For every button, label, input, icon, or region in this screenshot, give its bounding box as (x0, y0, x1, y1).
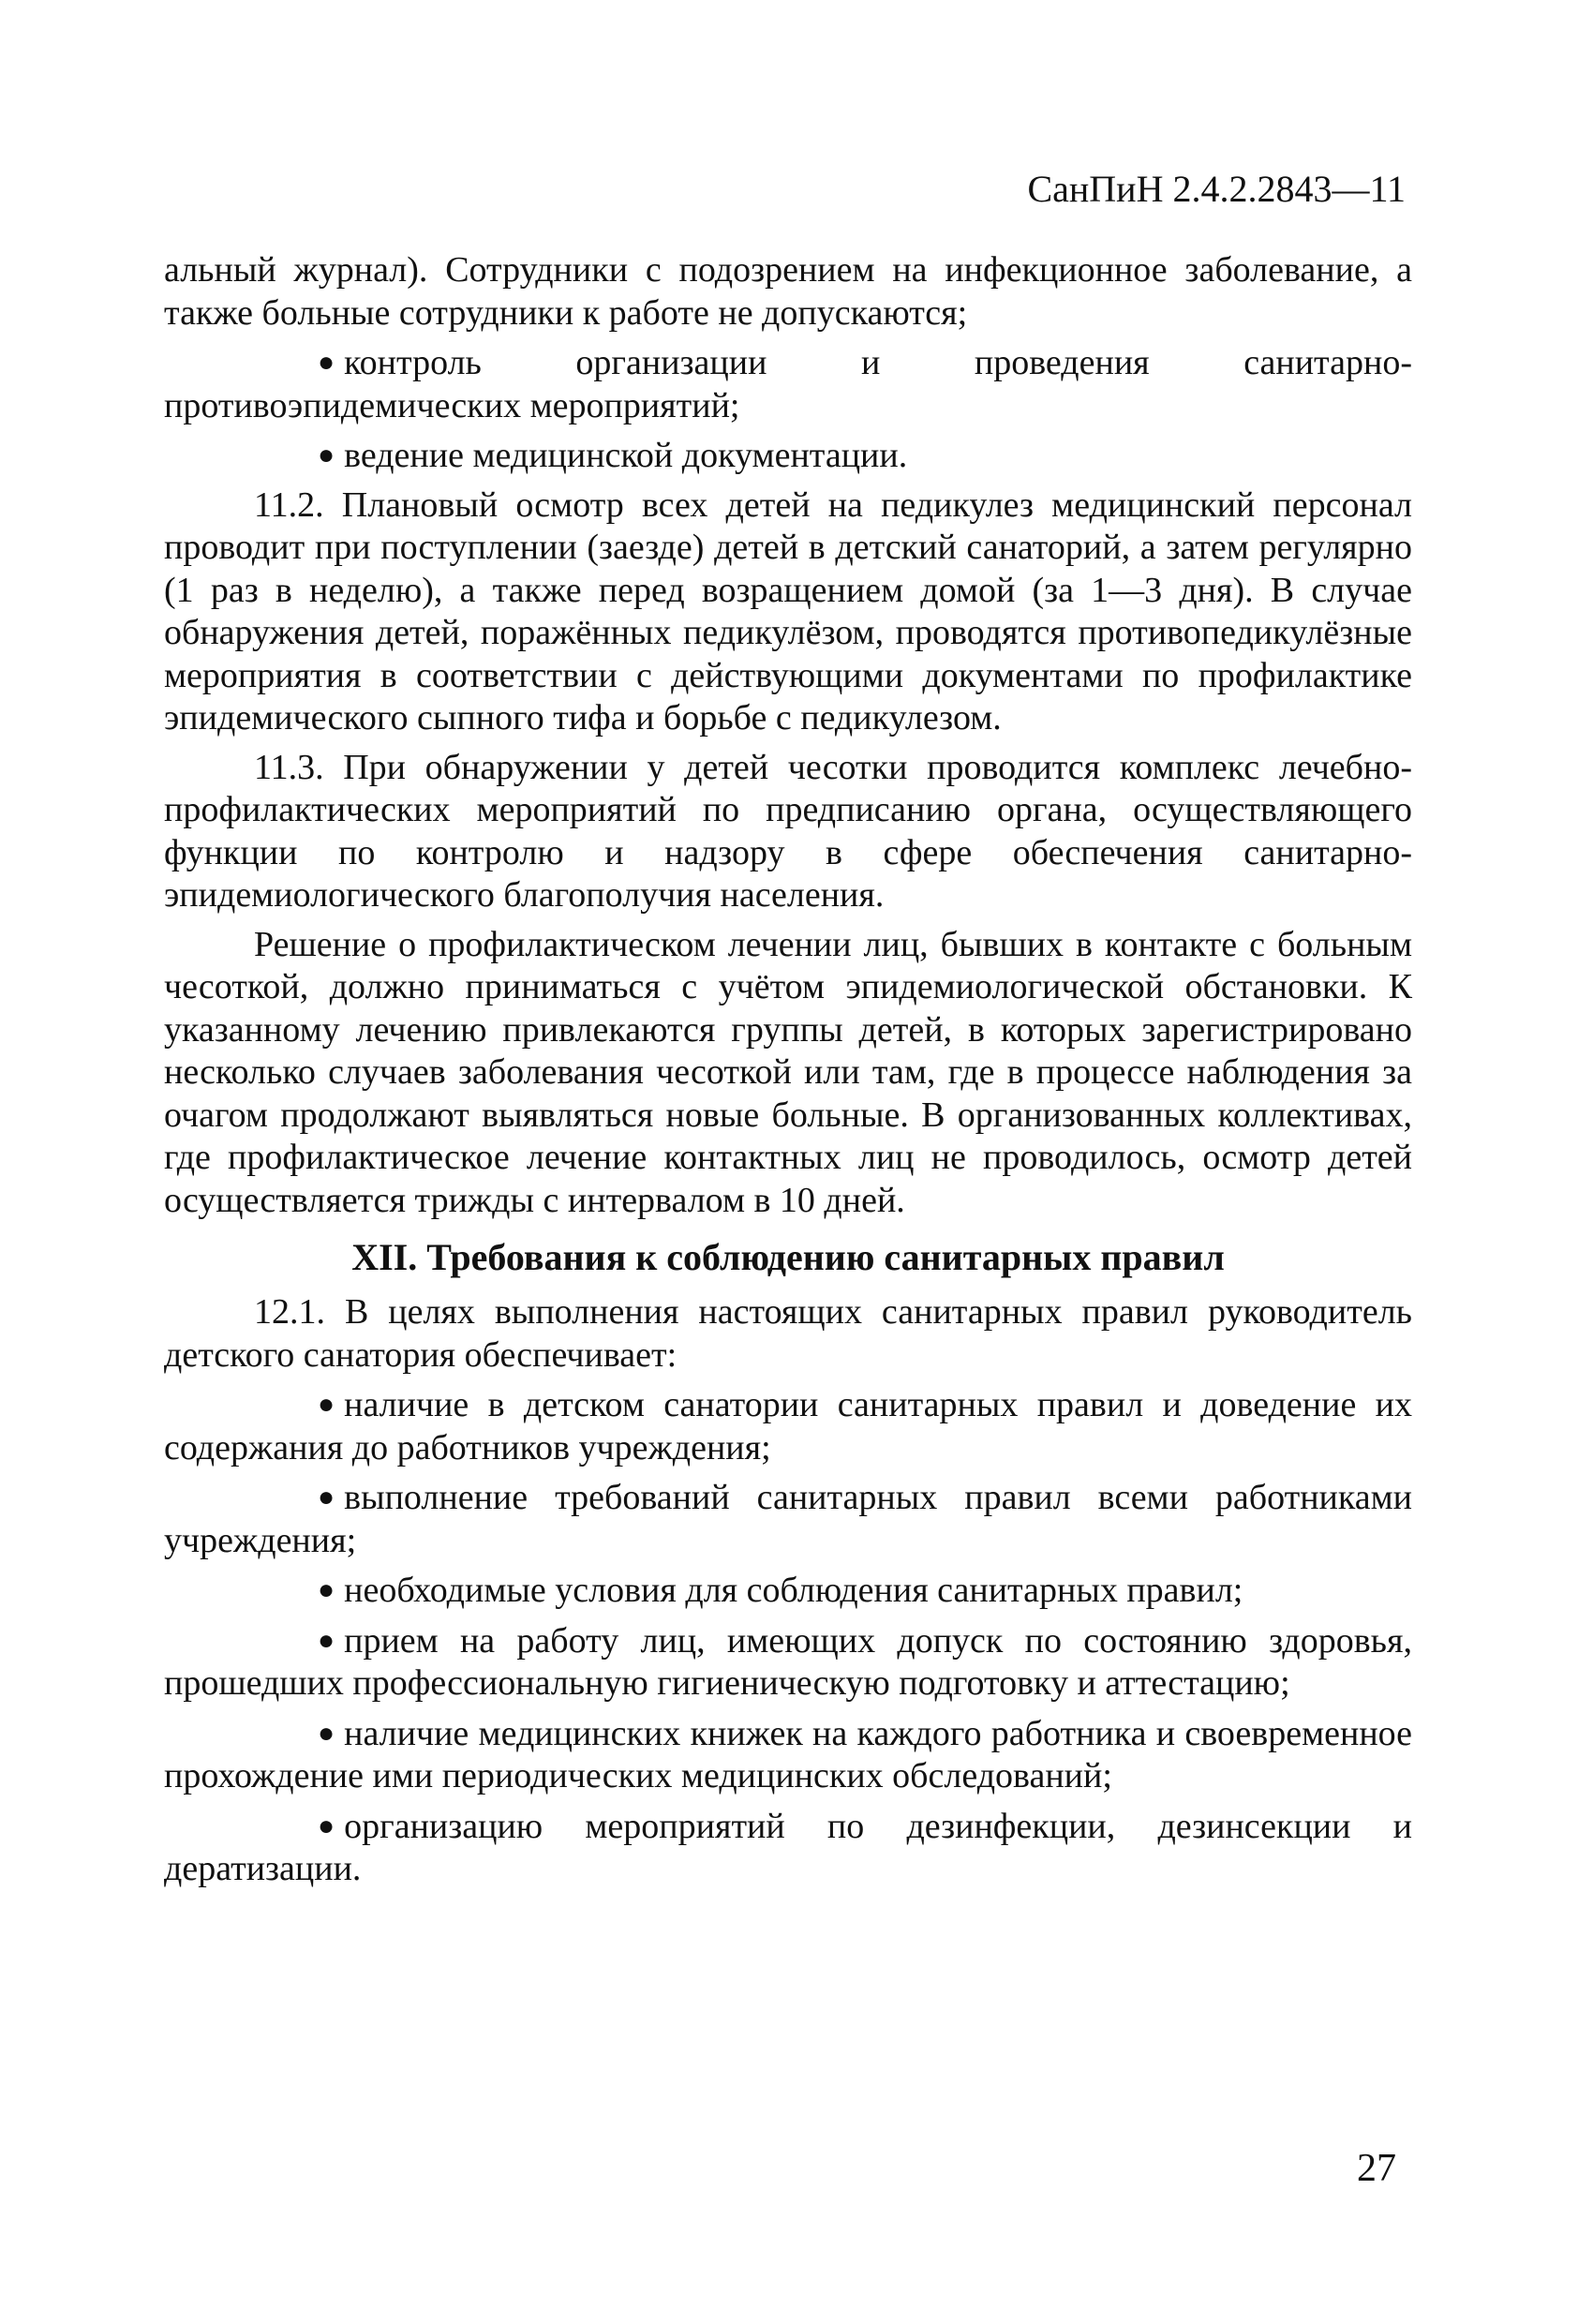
bullet-text: ведение медицинской документации. (344, 436, 908, 475)
paragraph-decision: Решение о профилактическом лечении лиц, бывших в контакте с больным чесоткой, должно приниматься с учётом эпидемиологической обстановки. К указанному лечению привлекаются группы детей, в которых зарегистрировано несколько случаев заболевания чесоткой или там, где в процессе наблюдения за очагом продолжают выявляться новые больные. В организованных коллективах, где профилактическое лечение контактных лиц не проводилось, осмотр детей осуществляется трижды с интервалом в 10 дней. (164, 924, 1412, 1220)
bullet-item (164, 1712, 1412, 1798)
bullet-text: наличие в детском санатории санитарных правил и доведение их содержания до работников учреждения; (164, 1385, 1412, 1467)
bullet-dot: ● (318, 1482, 335, 1512)
section-title: XII. Требования к соблюдению санитарных правил (351, 1236, 1225, 1278)
bullet-text: необходимые условия для соблюдения санитарных правил; (344, 1571, 1243, 1610)
bullet-item (164, 1383, 1412, 1469)
bullet-dot: ● (318, 347, 335, 378)
page-number: 27 (1357, 2147, 1396, 2190)
bullet-item (164, 434, 1412, 478)
document-code-header: СанПиН 2.4.2.2843—11 (1027, 168, 1406, 210)
paragraph-12-1: 12.1. В целях выполнения настоящих санитарных правил руководитель детского санатория обеспечивает: (164, 1292, 1412, 1375)
bullet-dot: ● (318, 1717, 335, 1749)
bullet-item (164, 1805, 1412, 1891)
bullet-dot: ● (318, 439, 335, 470)
bullet-item (164, 1569, 1412, 1613)
page-content (164, 249, 1412, 1898)
paragraph-continued: альный журнал). Сотрудники с подозрением на инфекционное заболевание, а также больные сотрудники к работе не допускаются; (164, 250, 1412, 333)
bullet-text: выполнение требований санитарных правил всеми работниками учреждения; (164, 1478, 1412, 1560)
bullet-dot: ● (318, 1810, 335, 1841)
bullet-item (164, 1619, 1412, 1706)
bullet-text: прием на работу лиц, имеющих допуск по состоянию здоровья, прошедших профессиональную гигиеническую подготовку и аттестацию; (164, 1620, 1412, 1703)
bullet-text: контроль организации и проведения санитарно-противоэпидемических мероприятий; (164, 343, 1412, 425)
bullet-dot: ● (318, 1624, 335, 1656)
bullet-item (164, 1476, 1412, 1562)
bullet-dot: ● (318, 1389, 335, 1420)
paragraph-11-2: 11.2. Плановый осмотр всех детей на педикулез медицинский персонал проводит при поступлении (заезде) детей в детский санаторий, а затем регулярно (1 раз в неделю), а также перед возращением домой (за 1—3 дня). В случае обнаружения детей, поражённых педикулёзом, проводятся противопедикулёзные мероприятия в соответствии с действующими документами по профилактике эпидемического сыпного тифа и борьбе с педикулезом. (164, 484, 1412, 737)
bullet-text: организацию мероприятий по дезинфекции, дезинсекции и дератизации. (164, 1806, 1412, 1888)
bullet-item (164, 341, 1412, 427)
bullet-dot: ● (318, 1574, 335, 1605)
bullet-text: наличие медицинских книжек на каждого работника и своевременное прохождение ими периодических медицинских обследований; (164, 1713, 1412, 1795)
paragraph-11-3: 11.3. При обнаружении у детей чесотки проводится комплекс лечебно-профилактических мероприятий по предписанию органа, осуществляющего функции по контролю и надзору в сфере обеспечения санитарно-эпидемиологического благополучия населения. (164, 747, 1412, 915)
